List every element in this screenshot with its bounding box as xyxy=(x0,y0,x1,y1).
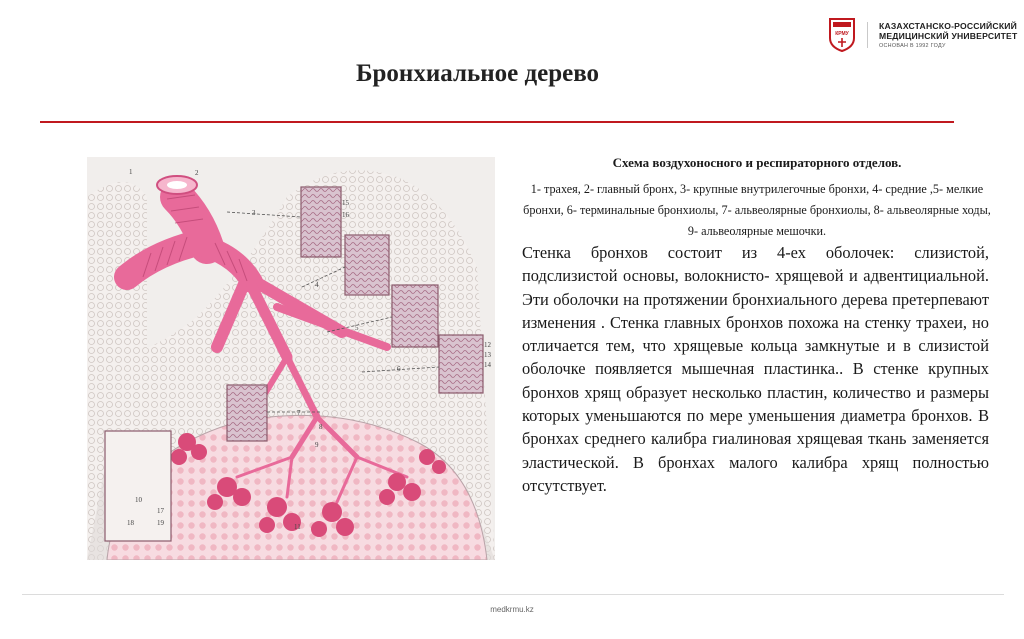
callout-3: 3 xyxy=(252,209,256,217)
callout-16: 16 xyxy=(342,211,349,219)
callout-8: 8 xyxy=(319,423,323,431)
logo-line2: МЕДИЦИНСКИЙ УНИВЕРСИТЕТ xyxy=(879,31,1018,41)
logo-badge-text: КРМУ xyxy=(835,31,849,37)
callout-7: 7 xyxy=(297,409,301,417)
callout-17: 17 xyxy=(157,507,164,515)
callout-6: 6 xyxy=(397,365,401,373)
callout-10: 10 xyxy=(135,496,142,504)
logo-text xyxy=(879,21,1017,49)
caption-title: Схема воздухоносного и респираторного отделов. xyxy=(612,155,902,170)
callout-1: 1 xyxy=(129,168,133,176)
logo-line1: КАЗАХСТАНСКО-РОССИЙСКИЙ xyxy=(879,21,1018,31)
shield-logo-icon xyxy=(829,18,855,52)
callout-15: 15 xyxy=(342,199,349,207)
callout-4: 4 xyxy=(315,281,319,289)
callout-19: 19 xyxy=(157,519,164,527)
callout-2: 2 xyxy=(195,169,199,177)
callout-11: 11 xyxy=(294,523,301,531)
university-logo xyxy=(829,18,1018,54)
callout-12: 12 xyxy=(484,341,491,349)
logo-line3: ОСНОВАН В 1992 ГОДУ xyxy=(879,43,946,49)
body-paragraph: Стенка бронхов состоит из 4-ех оболочек: слизистой, подслизистой основы, волокнисто- хрящевой и адвентициальной. Эти оболочки на протяжении бронхиального дерева претерпевают изменения . Стенка главных бронхов похожа на стенку трахеи, но отличается тем, что хрящевые кольца замкнутые и в слизистой оболочке появляется мышечная пластинка.. В стенке крупных бронхов хрящ образует несколько пластин, количество и размеры которых уменьшаются по мере уменьшения диаметра бронхов. В бронхах среднего калибра гиалиновая хрящевая ткань заменяется эластической. В бронхах малого калибра хрящ полностью отсутствует. xyxy=(522,243,989,495)
logo-divider xyxy=(867,22,868,48)
callout-9: 9 xyxy=(315,441,319,449)
caption-legend: 1- трахея, 2- главный бронх, 3- крупные внутрилегочные бронхи, 4- средние ,5- мелкие бронхи, 6- терминальные бронхиолы, 7- альвеолярные бронхиолы, 8- альвеолярные ходы, 9- альвеолярные мешочки. xyxy=(523,182,991,238)
figure-caption xyxy=(522,153,992,242)
footer-divider xyxy=(22,594,1004,595)
page-title: Бронхиальное дерево xyxy=(356,60,600,87)
callout-13: 13 xyxy=(484,351,491,359)
callout-18: 18 xyxy=(127,519,134,527)
bronchial-tree-illustration xyxy=(87,157,495,560)
title-divider xyxy=(40,121,954,123)
callout-14: 14 xyxy=(484,361,491,369)
callout-5: 5 xyxy=(355,324,359,332)
footer-site: medkrmu.kz xyxy=(490,605,534,614)
